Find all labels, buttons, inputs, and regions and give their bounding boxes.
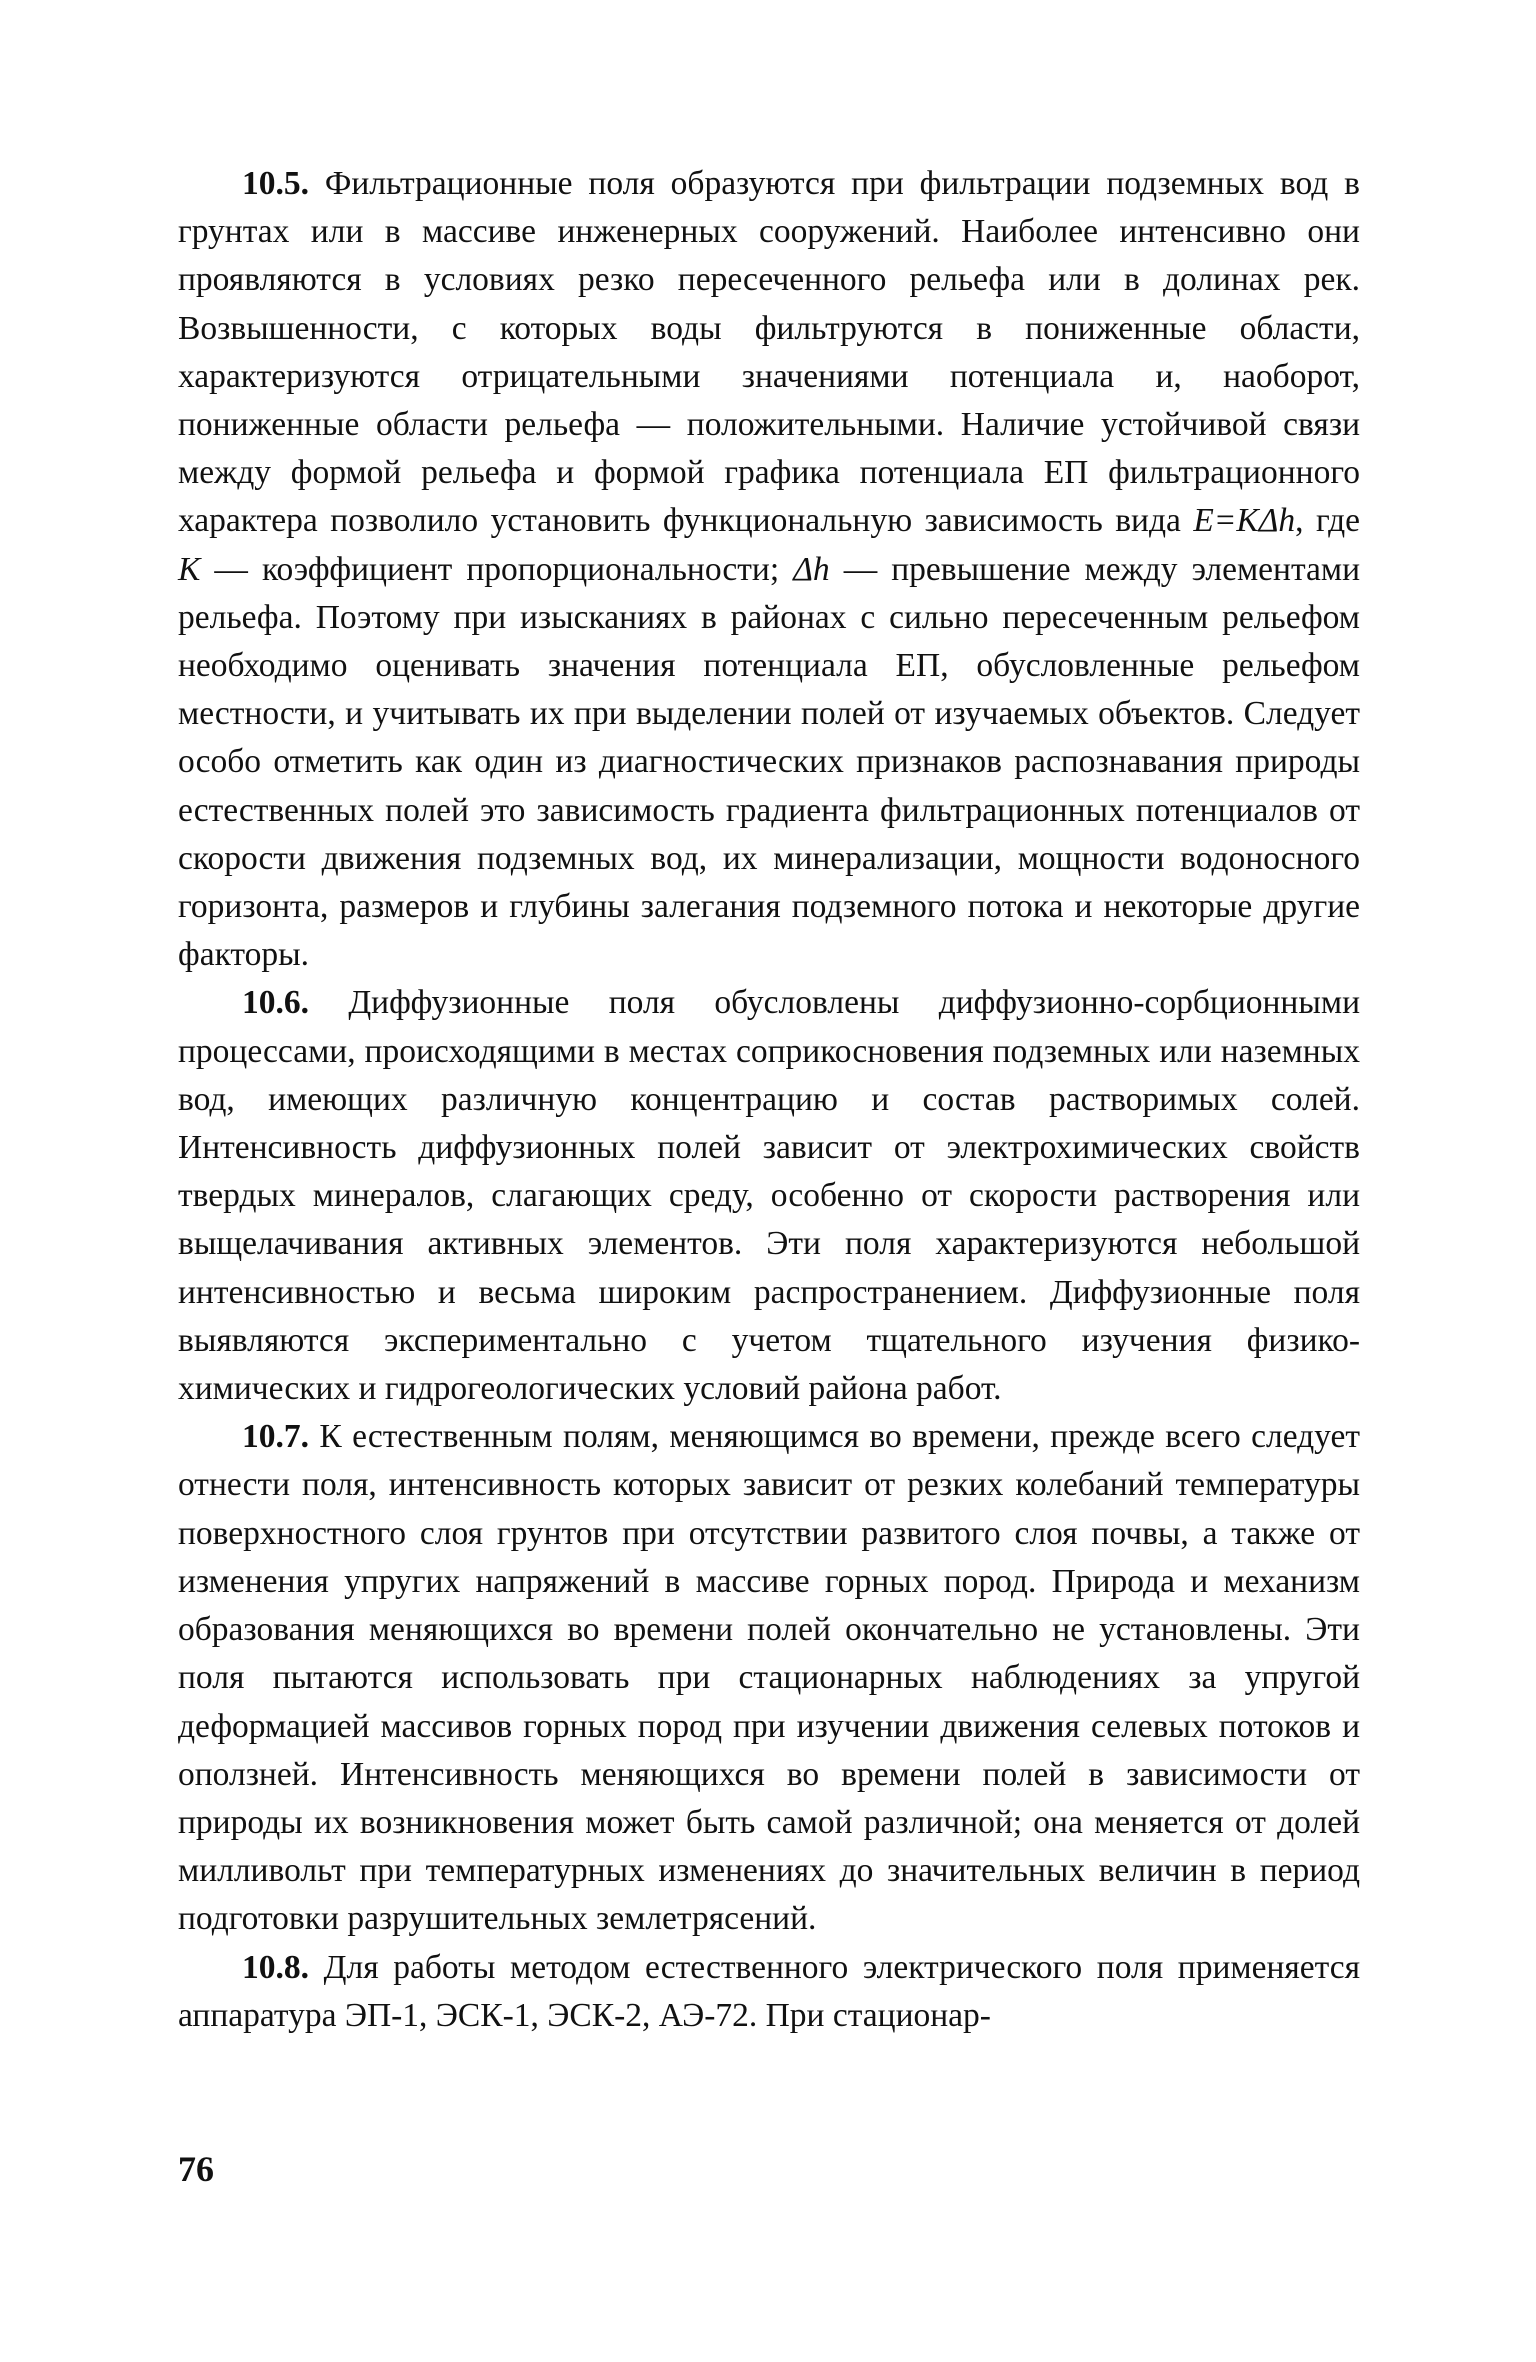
page-body — [178, 160, 1360, 2040]
paragraph-10-7 — [178, 1413, 1360, 1943]
paragraph-10-8 — [178, 1944, 1360, 2040]
paragraph-text: — превышение между элементами рельефа. Поэтому при изысканиях в районах с сильно пересеченным рельефом необходимо оценивать значения потенциала ЕП, обусловленные рельефом местности, и учитывать их при выделении полей от изучаемых объектов. Следует особо отметить как один из диагностических признаков распознавания природы естественных полей это зависимость градиента фильтрационных потенциалов от скорости движения подземных вод, их минерализации, мощности водоносного горизонта, размеров и глубины залегания подземного потока и некоторые другие факторы. — [178, 550, 1361, 974]
paragraph-number: 10.5. — [242, 165, 309, 202]
paragraph-text: Фильтрационные поля образуются при фильтрации подземных вод в грунтах или в массиве инженерных сооружений. Наиболее интенсивно они проявляются в условиях резко пересеченного рельефа или в долинах рек. Возвышенности, с которых воды фильтруются в пониженные области, характеризуются отрицательными значениями потенциала и, наоборот, пониженные области рельефа — положительными. Наличие устойчивой связи между формой рельефа и формой графика потенциала ЕП фильтрационного характера позволило установить функциональную зависимость вида — [178, 165, 1360, 540]
paragraph-text: К естественным полям, меняющимся во времени, прежде всего следует отнести поля, интенсивность которых зависит от резких колебаний температуры поверхностного слоя грунтов при отсутствии развитого слоя почвы, а также от изменения упругих напряжений в массиве горных пород. Природа и механизм образования меняющихся во времени полей окончательно не установлены. Эти поля пытаются использовать при стационарных наблюдениях за упругой деформацией массивов горных пород при изучении движения селевых потоков и оползней. Интенсивность меняющихся во времени полей в зависимости от природы их возникновения может быть самой различной; она меняется от долей милливольт при температурных изменениях до значительных величин в период подготовки разрушительных землетрясений. — [178, 1418, 1360, 1938]
paragraph-text: , где — [1295, 502, 1360, 540]
paragraph-number: 10.8. — [242, 1948, 309, 1986]
paragraph-10-5 — [178, 160, 1360, 979]
paragraph-10-6 — [178, 979, 1360, 1413]
paragraph-number: 10.7. — [242, 1418, 309, 1456]
page-number: 76 — [178, 2149, 214, 2189]
formula: K — [178, 550, 201, 588]
paragraph-text: Диффузионные поля обусловлены диффузионно-сорбционными процессами, происходящими в местах соприкосновения подземных или наземных вод, имеющих различную концентрацию и состав растворимых солей. Интенсивность диффузионных полей зависит от электрохимических свойств твердых минералов, слагающих среду, особенно от скорости растворения или выщелачивания активных элементов. Эти поля характеризуются небольшой интенсивностью и весьма широким распространением. Диффузионные поля выявляются экспериментально с учетом тщательного изучения физико-химических и гидрогеологических условий района работ. — [178, 984, 1360, 1408]
formula: E=KΔh — [1193, 502, 1296, 540]
paragraph-text: Для работы методом естественного электрического поля применяется аппаратура ЭП-1, ЭСК-1, ЭСК-2, АЭ-72. При стационар- — [178, 1948, 1360, 2034]
paragraph-text: — коэффициент пропорциональности; — [200, 550, 794, 588]
paragraph-number: 10.6. — [242, 984, 309, 1022]
formula: Δh — [793, 550, 830, 588]
